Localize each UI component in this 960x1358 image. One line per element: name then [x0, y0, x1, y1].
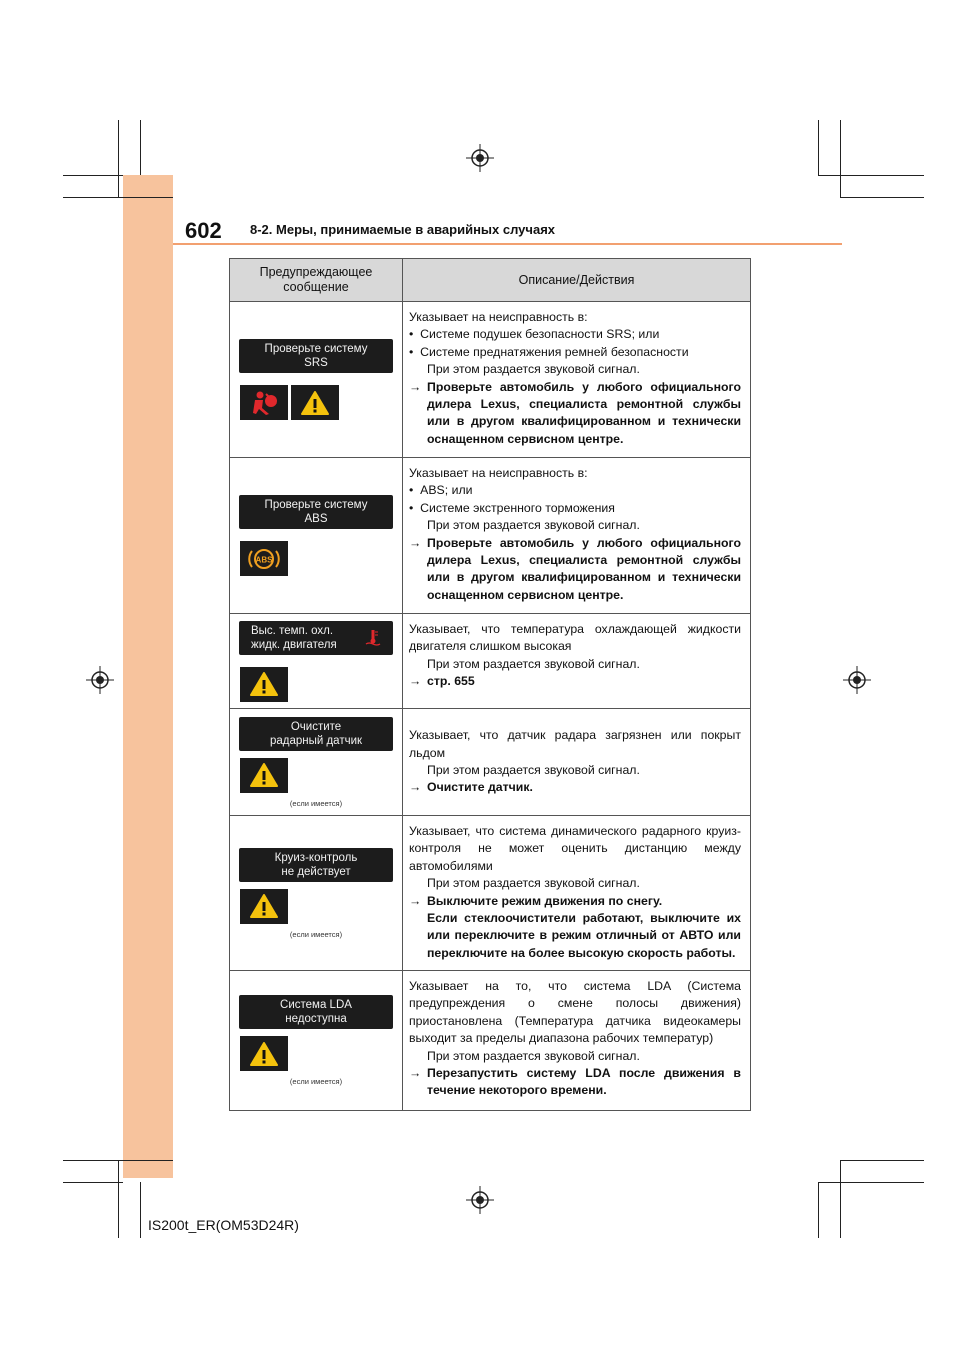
registration-target-icon	[466, 144, 494, 172]
sound-note: При этом раздается звуковой сигнал.	[427, 876, 640, 891]
description-text: Указывает на то, что система LDA (Система предупреждения о смене полосы движения) приостановлена (Температура датчика видеокамеры выходит за пределы диапазона рабочих температур)	[409, 979, 741, 1046]
crop-mark	[118, 1160, 119, 1238]
crop-mark	[840, 120, 841, 198]
action-text: → Проверьте автомобиль у любого официального дилера Lexus, специалиста ремонтной службы или в другом квалифицированном и технически оснащенном сервисном центре.	[409, 379, 741, 446]
display-line: Система LDA	[280, 999, 352, 1011]
display-line: Круиз-контроль	[274, 851, 358, 864]
airbag-warning-icon	[240, 385, 288, 420]
svg-text:ABS: ABS	[255, 555, 273, 564]
description-text: Указывает, что температура охлаждающей жидкости двигателя слишком высокая	[409, 622, 741, 654]
table-row	[230, 709, 751, 816]
display-line: ABS	[304, 513, 328, 525]
display-line: Выс. темп. охл.	[251, 624, 334, 637]
header-rule	[173, 243, 842, 245]
table-row	[230, 971, 751, 1111]
indicator-icons	[240, 667, 402, 702]
description-cell	[403, 709, 751, 816]
registration-target-icon	[86, 666, 114, 694]
action-text: → Проверьте автомобиль у любого официального дилера Lexus, специалиста ремонтной службы или в другом квалифицированном и технически оснащенном сервисном центре.	[409, 535, 741, 602]
description-text: Указывает, что датчик радара загрязнен или покрыт льдом	[409, 728, 741, 760]
registration-target-icon	[843, 666, 871, 694]
display-line: Очистите	[290, 720, 342, 733]
warning-display	[239, 621, 393, 655]
chapter-tab	[123, 175, 173, 1178]
master-warning-icon	[240, 1036, 288, 1071]
crop-mark	[140, 120, 141, 175]
page-number: 602	[185, 218, 222, 243]
master-warning-icon	[240, 758, 288, 793]
crop-mark	[840, 197, 924, 198]
registration-target-icon	[466, 1186, 494, 1214]
warning-display	[239, 339, 393, 373]
section-title: 8-2. Меры, принимаемые в аварийных случаях	[250, 222, 556, 237]
description-cell	[403, 302, 751, 458]
action-text-continued: Если стеклоочистители работают, выключите их или переключите в режим отличный от АВТО или переключите на более высокую скорость работы.	[427, 911, 741, 960]
crop-mark	[818, 1182, 819, 1238]
crop-mark	[118, 120, 119, 198]
warning-display-cell	[230, 816, 403, 971]
crop-mark	[818, 120, 819, 175]
master-warning-icon	[291, 385, 339, 420]
display-line: Проверьте систему	[264, 499, 368, 511]
table-row	[230, 458, 751, 614]
bullet-item: • Системе преднатяжения ремней безопасности	[409, 344, 689, 359]
warning-display	[239, 717, 393, 751]
abs-warning-icon	[240, 541, 288, 576]
display-line: не действует	[281, 865, 351, 878]
bullet-item: • Системе подушек безопасности SRS; или	[409, 327, 660, 342]
bullet-item: • ABS; или	[409, 483, 473, 498]
warning-display	[239, 495, 393, 529]
header-warning-message: Предупреждающее сообщение	[230, 259, 403, 302]
indicator-icons	[240, 1036, 402, 1071]
warning-display-cell	[230, 458, 403, 614]
display-line: радарный датчик	[269, 734, 363, 747]
bullet-item: • Системе экстренного торможения	[409, 500, 615, 515]
sound-note: При этом раздается звуковой сигнал.	[427, 362, 640, 377]
crop-mark	[63, 1182, 123, 1183]
indicator-icons	[240, 541, 402, 576]
warning-table	[229, 258, 751, 1111]
warning-display-cell	[230, 614, 403, 709]
display-line: Проверьте систему	[264, 343, 368, 355]
warning-display-cell	[230, 971, 403, 1111]
action-text: → стр. 655	[409, 674, 475, 689]
table-header-row	[230, 259, 751, 302]
description-cell	[403, 971, 751, 1111]
description-text: Указывает на неисправность в:	[409, 466, 588, 480]
warning-display	[239, 995, 393, 1029]
description-cell	[403, 458, 751, 614]
indicator-icons	[240, 889, 402, 924]
action-text: → Очистите датчик.	[409, 780, 533, 795]
crop-mark	[818, 1182, 924, 1183]
table-row	[230, 302, 751, 458]
action-text: → Перезапустить систему LDA после движения в течение некоторого времени.	[409, 1066, 741, 1098]
description-text: Указывает на неисправность в:	[409, 310, 588, 324]
availability-note: (если имеется)	[289, 798, 343, 808]
sound-note: При этом раздается звуковой сигнал.	[427, 656, 640, 671]
warning-display-cell	[230, 302, 403, 458]
description-text: Указывает, что система динамического радарного круиз-контроля не может оценить дистанцию между автомобилями	[409, 824, 741, 873]
action-text: → Выключите режим движения по снегу.	[409, 893, 663, 908]
availability-note: (если имеется)	[289, 1077, 343, 1086]
sound-note: При этом раздается звуковой сигнал.	[427, 518, 640, 533]
sound-note: При этом раздается звуковой сигнал.	[427, 1048, 640, 1063]
indicator-icons	[240, 758, 402, 793]
description-cell	[403, 614, 751, 709]
display-line: SRS	[304, 357, 328, 369]
crop-mark	[63, 175, 123, 176]
warning-display-cell	[230, 709, 403, 816]
display-line: недоступна	[285, 1013, 347, 1025]
table-row	[230, 816, 751, 971]
crop-mark	[140, 1182, 141, 1238]
indicator-icons	[240, 385, 402, 420]
description-cell	[403, 816, 751, 971]
master-warning-icon	[240, 889, 288, 924]
warning-display	[239, 848, 393, 882]
header-description: Описание/Действия	[403, 259, 751, 302]
sound-note: При этом раздается звуковой сигнал.	[427, 763, 640, 777]
document-code: IS200t_ER(OM53D24R)	[148, 1217, 299, 1233]
crop-mark	[818, 175, 924, 176]
crop-mark	[840, 1160, 841, 1238]
master-warning-icon	[240, 667, 288, 702]
coolant-temp-icon	[365, 629, 381, 647]
table-row	[230, 614, 751, 709]
availability-note: (если имеется)	[289, 929, 343, 939]
display-line: жидк. двигателя	[251, 638, 337, 651]
crop-mark	[840, 1160, 924, 1161]
